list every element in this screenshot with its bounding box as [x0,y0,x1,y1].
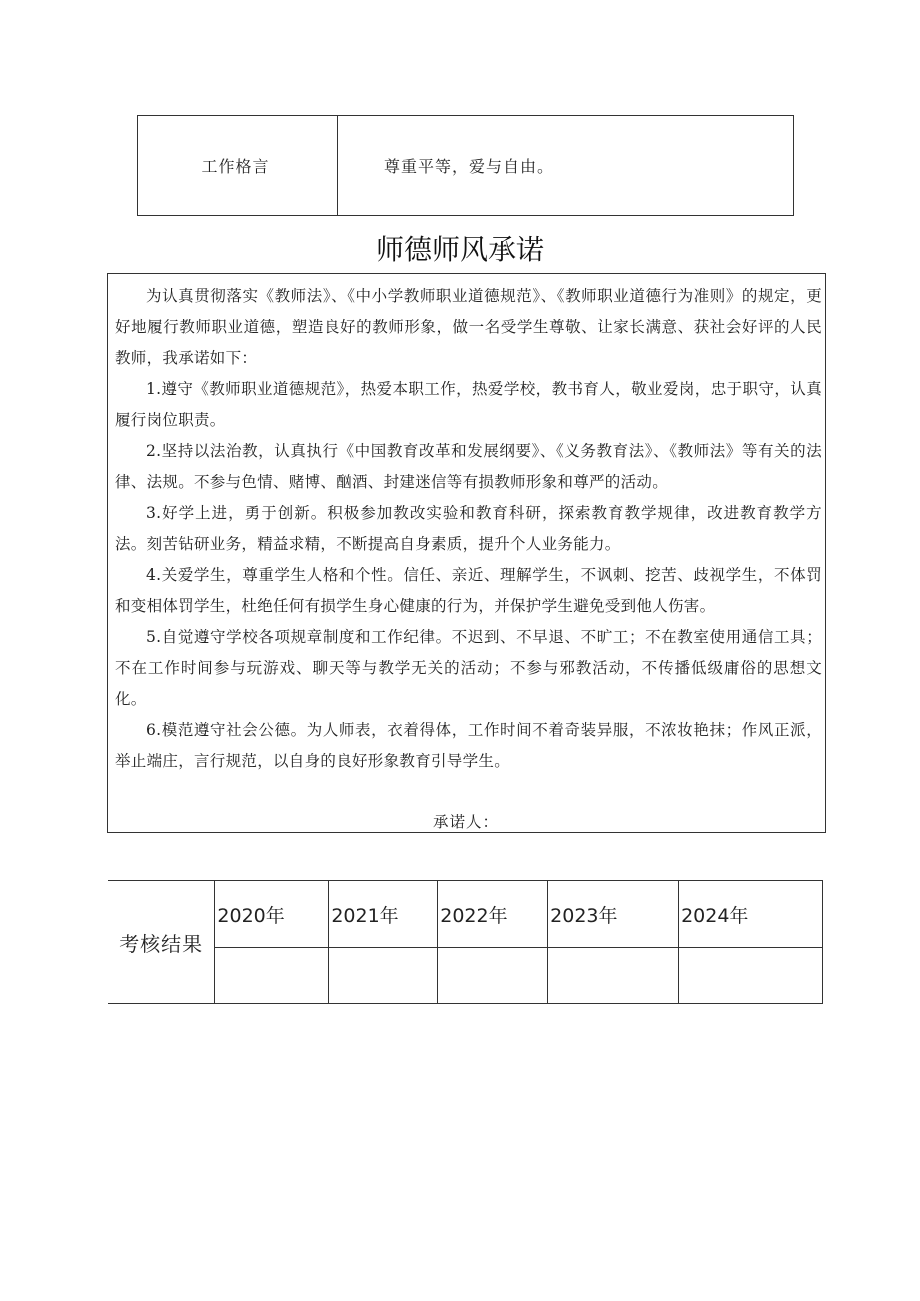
pledge-title: 师德师风承诺 [375,233,544,266]
assessment-label: 考核结果 [108,881,215,1004]
result-cell-2023 [548,948,679,1004]
pledge-item-3: 3.好学上进，勇于创新。积极参加教改实验和教育科研，探索教育教学规律，改进教育教学方法。刻苦钻研业务，精益求精，不断提高自身素质，提升个人业务能力。 [115,504,822,553]
year-header-2021: 2021年 [329,881,438,948]
result-cell-2024 [679,948,823,1004]
motto-value: 尊重平等，爱与自由。 [384,157,555,176]
year-header-2024: 2024年 [679,881,823,948]
signer-label: 承诺人： [433,813,500,831]
result-cell-2021 [329,948,438,1004]
year-header-2022: 2022年 [438,881,548,948]
motto-label: 工作格言 [138,116,338,215]
pledge-box [107,273,826,833]
result-cell-2022 [438,948,548,1004]
pledge-item-6: 6.模范遵守社会公德。为人师表，衣着得体，工作时间不着奇装异服，不浓妆艳抹；作风正派，举止端庄，言行规范，以自身的良好形象教育引导学生。 [115,721,822,770]
pledge-item-4: 4.关爱学生，尊重学生人格和个性。信任、亲近、理解学生，不讽刺、挖苦、歧视学生，不体罚和变相体罚学生，杜绝任何有损学生身心健康的行为，并保护学生避免受到他人伤害。 [115,566,822,615]
year-header-2020: 2020年 [215,881,329,948]
pledge-item-1: 1.遵守《教师职业道德规范》，热爱本职工作，热爱学校，教书育人，敬业爱岗，忠于职守，认真履行岗位职责。 [115,380,822,429]
pledge-item-2: 2.坚持以法治教，认真执行《中国教育改革和发展纲要》、《义务教育法》、《教师法》等有关的法律、法规。不参与色情、赌博、酗酒、封建迷信等有损教师形象和尊严的活动。 [115,442,822,491]
motto-table [137,115,794,216]
pledge-item-5: 5.自觉遵守学校各项规章制度和工作纪律。不迟到、不早退、不旷工；不在教室使用通信工具；不在工作时间参与玩游戏、聊天等与教学无关的活动；不参与邪教活动，不传播低级庸俗的思想文化。 [115,628,822,708]
year-header-2023: 2023年 [548,881,679,948]
assessment-table [108,880,823,1004]
pledge-intro-paragraph: 为认真贯彻落实《教师法》、《中小学教师职业道德规范》、《教师职业道德行为准则》的规定，更好地履行教师职业道德，塑造良好的教师形象，做一名受学生尊敬、让家长满意、获社会好评的人民教师，我承诺如下： [115,287,822,367]
result-cell-2020 [215,948,329,1004]
